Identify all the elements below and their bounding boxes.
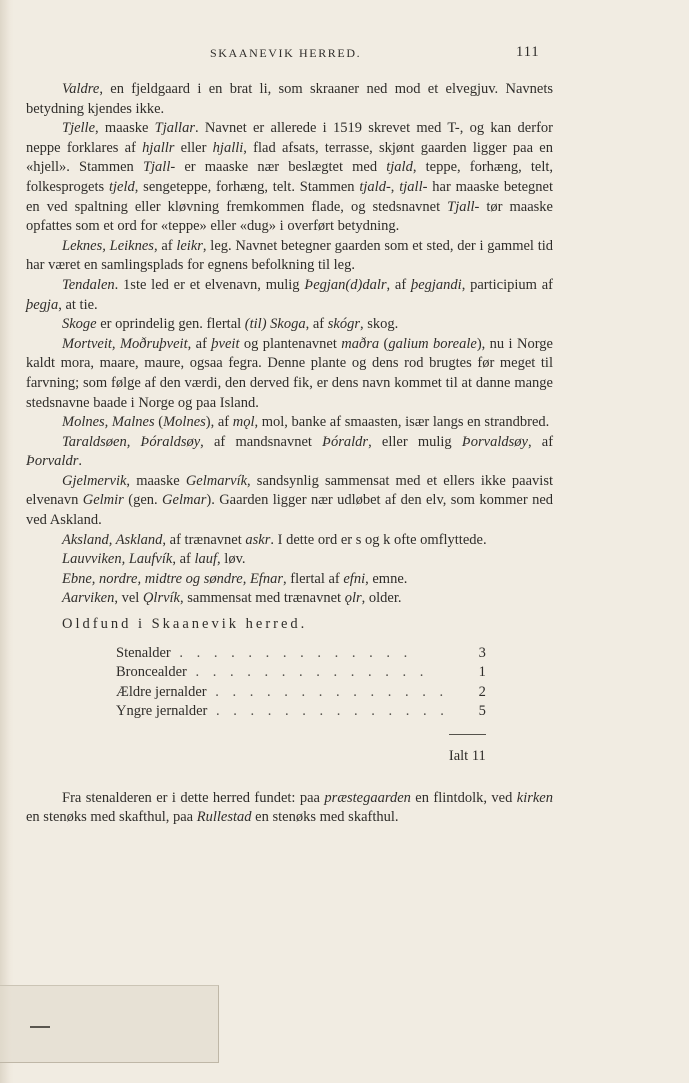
- entry-gjelmervik: [26, 472, 553, 531]
- entry-aarviken: [26, 589, 553, 609]
- text-run: , maaske: [126, 472, 186, 489]
- italic-term: Ebne, nordre, midtre og søndre, Efnar: [62, 570, 283, 587]
- text-run: en stenøks med skafthul, paa: [26, 809, 197, 826]
- text-run: , flad afsats, terrasse, skjønt gaarden ligger paa en «hjell». Stammen: [26, 139, 553, 176]
- find-count: 1: [478, 664, 486, 681]
- text-run: en flintdolk, ved: [410, 789, 517, 806]
- finds-table: [116, 644, 486, 767]
- text-run: er maaske nær beslægtet med: [175, 159, 387, 176]
- italic-term: Molnes: [163, 414, 206, 431]
- library-stamp: [0, 985, 219, 1063]
- italic-term: Ǫlrvík: [142, 590, 180, 607]
- running-title: SKAANEVIK HERRED.: [210, 46, 362, 60]
- italic-term: lauf: [194, 551, 218, 568]
- text-run: og plantenavnet: [239, 335, 342, 352]
- italic-term: leikr: [176, 237, 203, 254]
- italic-term: Þorvaldsøy: [461, 433, 528, 450]
- period-label: Broncealder: [116, 664, 187, 681]
- page-body: [26, 80, 553, 828]
- italic-term: Lauvviken, Laufvík: [62, 551, 173, 568]
- text-run: , løv.: [217, 551, 246, 568]
- italic-term: tjeld: [108, 178, 135, 195]
- text-run: , emne.: [365, 570, 408, 587]
- text-run: en stenøks med skafthul.: [251, 809, 399, 826]
- italic-term: þegjandi: [410, 276, 462, 293]
- entry-molnes: [26, 413, 553, 433]
- stamp-mark: [30, 1026, 50, 1028]
- text-run: , participium af: [461, 276, 553, 293]
- leader-dots: . . . . . . . . . . . . . .: [186, 664, 429, 681]
- italic-term: Mortveit, Moðruþveit: [62, 335, 188, 352]
- closing-paragraph: [26, 789, 553, 828]
- text-run: , af: [172, 551, 195, 568]
- italic-term: hjalli: [212, 139, 244, 156]
- total-value: 11: [471, 748, 486, 764]
- italic-term: Rullestad: [196, 809, 252, 826]
- text-run: . I dette ord er s og k ofte omflyttede.: [270, 531, 487, 548]
- italic-term: Valdre: [62, 81, 100, 97]
- text-run: , vel: [114, 590, 143, 607]
- italic-term: Gelmar: [162, 492, 207, 509]
- italic-term: askr: [245, 531, 271, 548]
- text-run: , eller mulig: [368, 433, 462, 450]
- total-label: Ialt: [448, 748, 469, 764]
- entry-lauvviken: [26, 550, 553, 570]
- text-run: , af: [386, 276, 411, 293]
- italic-term: Molnes, Malnes: [62, 414, 155, 431]
- entry-mortveit: [26, 335, 553, 413]
- text-run: , en fjeldgaard i en brat li, som skraaner ned mod et elvegjuv. Navnets betydning kjendes ikke.: [26, 81, 553, 117]
- text-run: . 1ste led er et elvenavn, mulig: [114, 276, 305, 293]
- text-run: , sengeteppe, forhæng, telt. Stammen: [134, 178, 360, 195]
- italic-term: þegja: [26, 296, 59, 313]
- text-run: , af: [305, 316, 328, 333]
- entry-valdre: [26, 80, 553, 119]
- text-run: , leg. Navnet betegner gaarden som et sted, der i gammel tid har været en samlingsplads for egnens befolkning til leg.: [26, 237, 554, 274]
- leader-dots: . . . . . . . . . . . . . .: [170, 644, 413, 661]
- leader-dots: . . . . . . . . . . . . . .: [207, 703, 449, 720]
- italic-term: galium boreale: [388, 335, 477, 352]
- page-number: 111: [516, 44, 540, 60]
- finds-heading: Oldfund i Skaanevik herred.: [62, 616, 308, 633]
- italic-term: Skoge: [62, 316, 97, 333]
- italic-term: (til) Skoga: [244, 316, 306, 333]
- text-run: ,: [390, 178, 400, 195]
- italic-term: tjald: [386, 159, 413, 176]
- italic-term: Leknes, Leiknes: [62, 237, 154, 254]
- text-run: er oprindelig gen. flertal: [96, 316, 245, 333]
- finds-row: [116, 683, 486, 703]
- italic-term: ǫlr: [344, 590, 362, 607]
- text-run: ), nu i Norge kaldt mora, maare, maure, ogsaa fegra. Denne plante og dens rod brugtes før meget til farvning; som følge af den værdi, den derved fik, er dens navn kommet til at danne mange stedsnavne baade i Norge og paa Island.: [26, 335, 553, 411]
- total-rule: [449, 734, 486, 767]
- text-run: , mol, banke af smaasten, især langs en strandbred.: [254, 414, 550, 431]
- text-run: tør maaske opfattes som et ord for «teppe» eller «dug» i overført betydning.: [26, 198, 553, 235]
- italic-term: Gjelmervik: [62, 472, 127, 489]
- period-label: Stenalder: [116, 644, 171, 661]
- text-run: .: [78, 453, 82, 470]
- italic-term: Taraldsøen, Þóraldsøy: [62, 433, 201, 450]
- text-run: , af: [187, 335, 212, 352]
- text-run: ), af: [205, 414, 233, 431]
- text-run: , teppe, forhæng, telt, folkesprogets: [26, 159, 554, 195]
- entry-taraldsoen: [26, 433, 553, 472]
- italic-term: Gelmir: [82, 492, 124, 509]
- place-name-entries: [26, 80, 553, 609]
- text-run: . Navnet er allerede i 1519 skrevet med T-, og kan derfor neppe forklares af: [26, 120, 553, 156]
- italic-term: Þegjan(d)dalr: [304, 276, 387, 293]
- text-run: , skog.: [359, 316, 399, 333]
- text-run: har maaske betegnet en ved spaltning eller kløvning fremkommen flade, og stedsnavnet: [26, 178, 554, 215]
- italic-term: Gelmarvík: [185, 472, 248, 489]
- finds-row: [116, 644, 486, 664]
- italic-term: kirken: [516, 789, 553, 806]
- page-edge: [0, 0, 14, 1083]
- find-count: 3: [478, 644, 486, 661]
- italic-term: þveit: [211, 335, 240, 352]
- leader-dots: . . . . . . . . . . . . . .: [206, 683, 449, 700]
- entry-ebne: [26, 570, 553, 590]
- italic-term: Þóraldr: [322, 433, 369, 450]
- text-run: , flertal af: [282, 570, 344, 587]
- text-run: , af mandsnavnet: [200, 433, 323, 450]
- text-run: Fra stenalderen er i dette herred fundet: paa: [62, 789, 325, 806]
- text-run: , af trænavnet: [162, 531, 246, 548]
- italic-term: tjald-: [359, 178, 391, 195]
- italic-term: skógr: [327, 316, 360, 333]
- italic-term: Tjall-: [447, 198, 480, 215]
- text-run: (: [379, 335, 389, 352]
- finds-row: [116, 663, 486, 683]
- entry-aksland: [26, 531, 553, 551]
- text-run: , sandsynlig sammensat med et ellers ikke paavist elvenavn: [26, 472, 553, 509]
- text-run: (gen.: [123, 492, 163, 509]
- italic-term: tjall-: [399, 178, 428, 195]
- text-run: , sammensat med trænavnet: [179, 590, 345, 607]
- text-run: (: [154, 414, 164, 431]
- finds-row: [116, 702, 486, 722]
- entry-leknes: [26, 237, 553, 276]
- italic-term: Aksland, Askland: [62, 531, 163, 548]
- find-count: 2: [478, 683, 486, 700]
- text-run: , older.: [361, 590, 402, 607]
- italic-term: Aarviken: [62, 590, 115, 607]
- italic-term: Tjall-: [142, 159, 176, 176]
- italic-term: Tjallar: [154, 120, 195, 137]
- italic-term: Þorvaldr: [26, 453, 79, 470]
- period-label: Ældre jernalder: [116, 683, 207, 700]
- entry-skoge: [26, 315, 553, 335]
- text-run: eller: [174, 139, 213, 156]
- italic-term: hjallr: [142, 139, 175, 156]
- italic-term: præstegaarden: [324, 789, 411, 806]
- text-run: , af: [527, 433, 554, 450]
- text-run: , af: [153, 237, 177, 254]
- italic-term: maðra: [341, 335, 380, 352]
- find-count: 5: [478, 703, 486, 720]
- italic-term: efni: [343, 570, 366, 587]
- italic-term: mǫl: [232, 414, 255, 431]
- text-run: , maaske: [95, 120, 155, 137]
- finds-total-row: [116, 722, 486, 767]
- italic-term: Tjelle: [62, 120, 96, 137]
- page-header: [0, 46, 689, 66]
- italic-term: Tendalen: [62, 276, 115, 293]
- entry-tjelle: [26, 119, 553, 237]
- text-run: ). Gaarden ligger nær udløbet af den elv, som kommer ned ved Askland.: [26, 492, 554, 529]
- period-label: Yngre jernalder: [116, 703, 208, 720]
- entry-tendalen: [26, 276, 553, 315]
- text-run: , at tie.: [58, 296, 98, 313]
